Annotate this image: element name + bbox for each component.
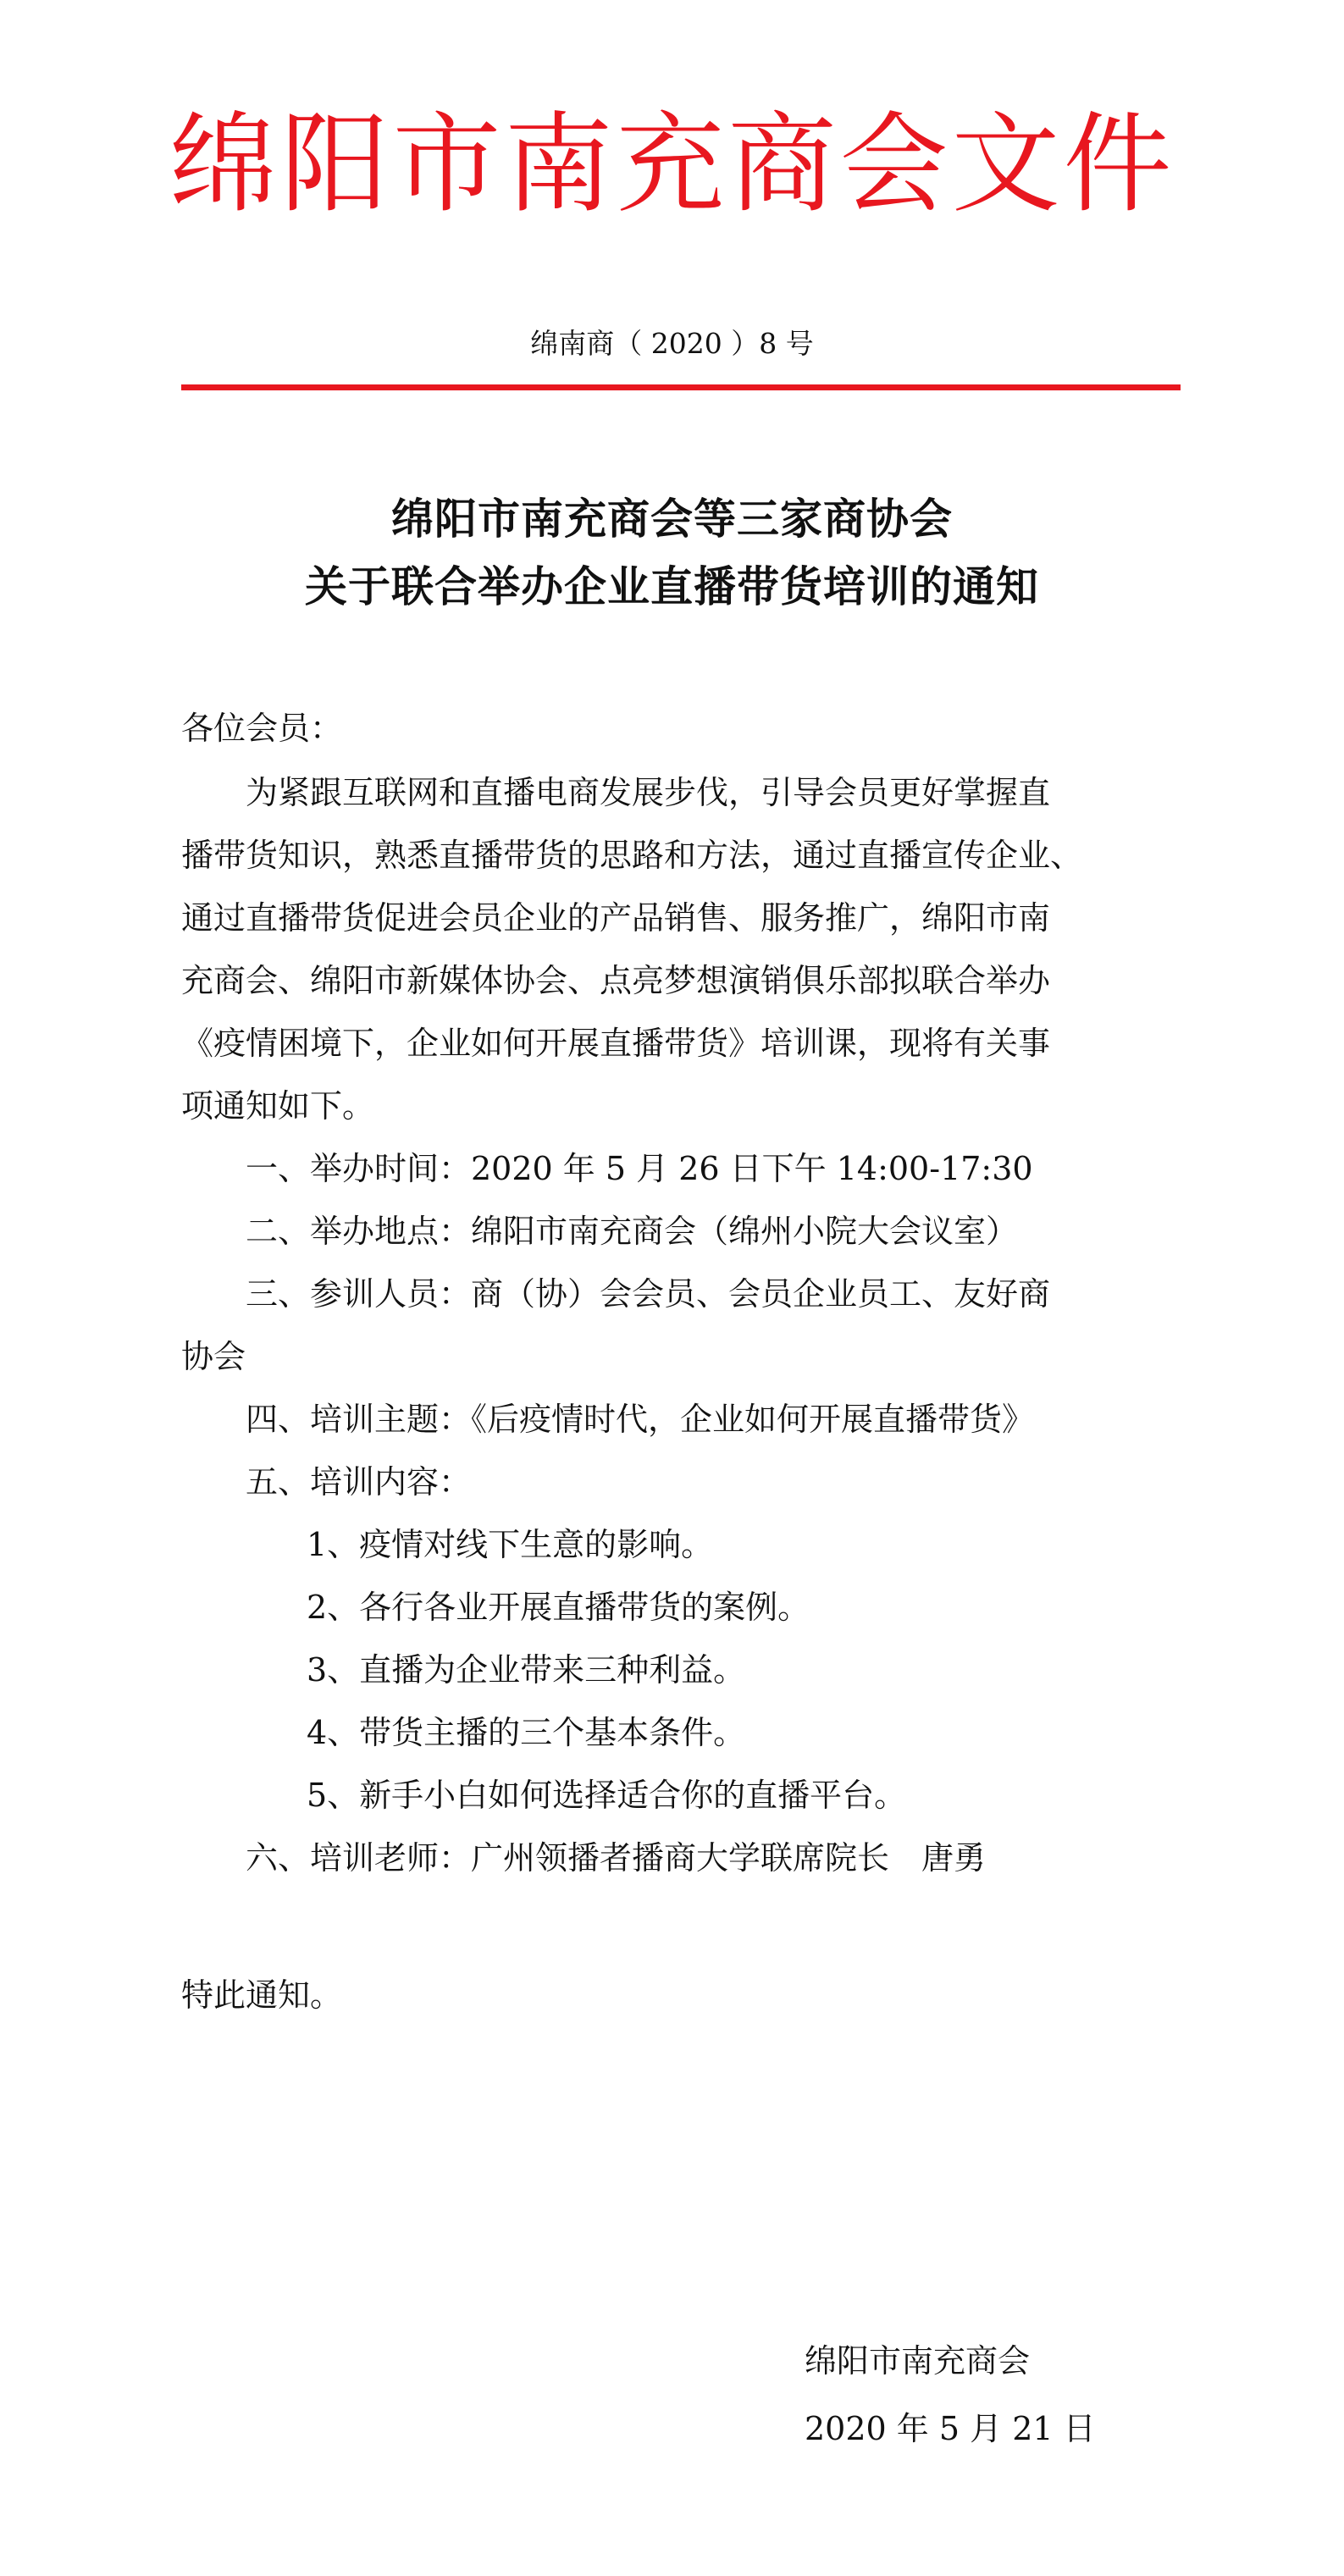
red-divider-rule [181, 384, 1181, 390]
content-list-item: 5、新手小白如何选择适合你的直播平台。 [307, 1777, 907, 1814]
item-place: 二、举办地点：绵阳市南充商会（绵州小院大会议室） [246, 1213, 1019, 1250]
item-attendees-continued: 协会 [181, 1338, 246, 1375]
item-attendees: 三、参训人员：商（协）会会员、会员企业员工、友好商 [246, 1275, 1051, 1313]
intro-paragraph-line: 项通知如下。 [181, 1087, 375, 1125]
item-content-heading: 五、培训内容： [246, 1463, 472, 1501]
intro-paragraph-line: 通过直播带货促进会员企业的产品销售、服务推广，绵阳市南 [181, 899, 1051, 937]
notice-title-line-1: 绵阳市南充商会等三家商协会 [391, 494, 953, 544]
item-teacher: 六、培训老师：广州领播者播商大学联席院长 唐勇 [246, 1839, 987, 1877]
content-list-item: 3、直播为企业带来三种利益。 [307, 1651, 746, 1689]
notice-title-line-2: 关于联合举办企业直播带货培训的通知 [305, 561, 1039, 611]
closing-remark: 特此通知。 [181, 1976, 343, 2014]
salutation: 各位会员： [181, 710, 343, 747]
intro-paragraph-line: 《疫情困境下，企业如何开展直播带货》培训课，现将有关事 [181, 1025, 1051, 1062]
content-list-item: 1、疫情对线下生意的影响。 [307, 1526, 714, 1563]
header-org-title: 绵阳市南充商会文件 [169, 102, 1175, 228]
signature-org: 绵阳市南充商会 [805, 2342, 1031, 2380]
intro-paragraph-line: 充商会、绵阳市新媒体协会、点亮梦想演销俱乐部拟联合举办 [181, 962, 1051, 999]
intro-paragraph-line: 为紧跟互联网和直播电商发展步伐，引导会员更好掌握直 [246, 774, 1051, 811]
content-list-item: 2、各行各业开展直播带货的案例。 [307, 1589, 810, 1626]
content-list-item: 4、带货主播的三个基本条件。 [307, 1714, 746, 1751]
intro-paragraph-line: 播带货知识，熟悉直播带货的思路和方法，通过直播宣传企业、 [181, 837, 1083, 874]
signature-date: 2020 年 5 月 21 日 [805, 2410, 1096, 2447]
item-time: 一、举办时间：2020 年 5 月 26 日下午 14:00-17:30 [246, 1150, 1033, 1187]
item-topic: 四、培训主题：《后疫情时代，企业如何开展直播带货》 [246, 1401, 1035, 1438]
document-number: 绵南商（ 2020 ）8 号 [530, 327, 814, 360]
